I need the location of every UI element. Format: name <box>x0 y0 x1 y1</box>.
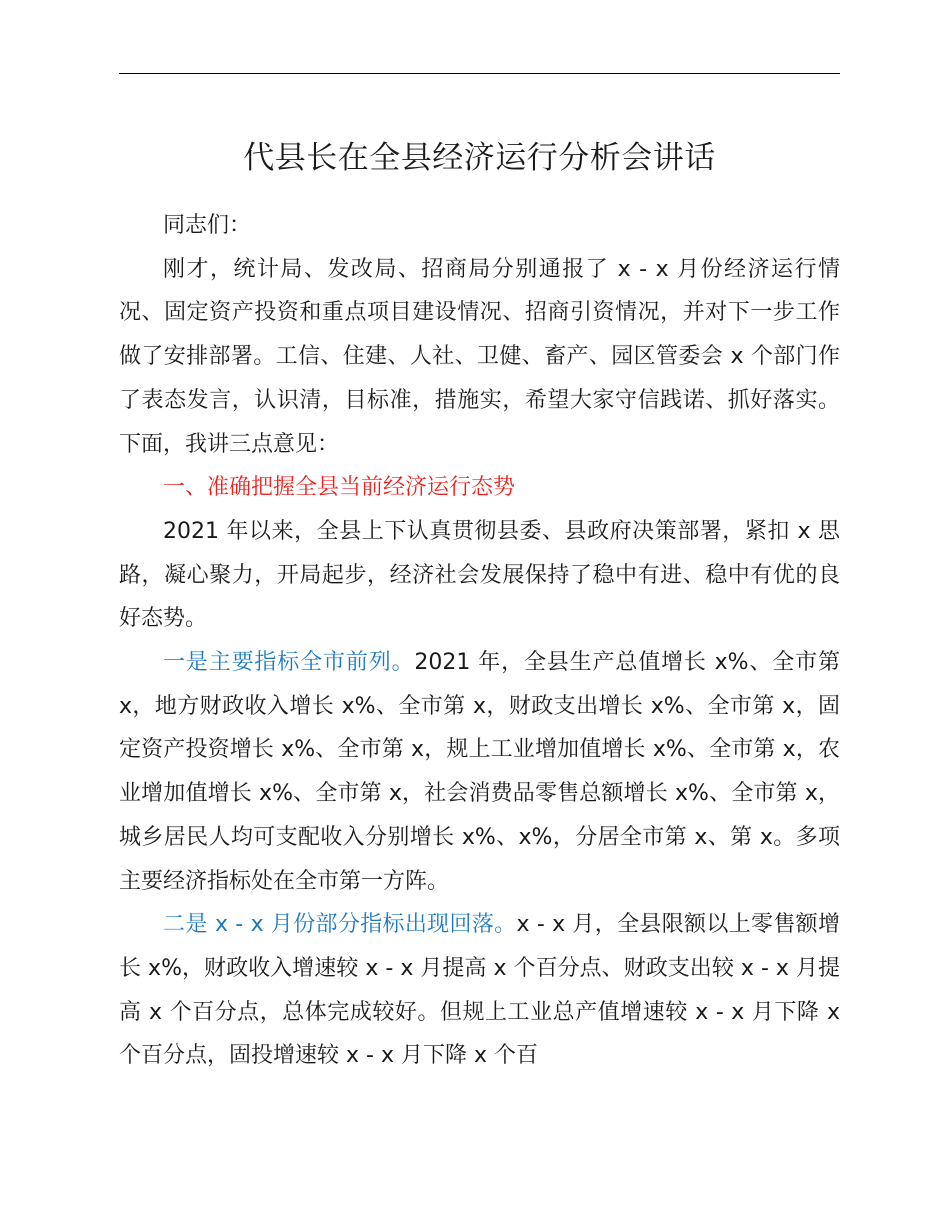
section-1-paragraph: 2021 年以来，全县上下认真贯彻县委、县政府决策部署，紧扣 x 思路，凝心聚力，开局起步，经济社会发展保持了稳中有进、稳中有优的良好态势。 <box>119 518 840 632</box>
point-2-text: x - x 月，全县限额以上零售额增长 x%，财政收入增速较 x - x 月提高 x 个百分点、财政支出较 x - x 月提高 x 个百分点，总体完成较好。但规上工业总产值增速较 x - x 月下降 x 个百分点，固投增速较 x - x 月下降 x 个百 <box>119 912 840 1069</box>
header-rule <box>119 73 840 74</box>
document-title: 代县长在全县经济运行分析会讲话 <box>243 140 716 176</box>
document-body <box>119 204 840 1078</box>
point-2-paragraph <box>119 903 840 1078</box>
point-1-paragraph <box>119 641 840 903</box>
point-1-text: 2021 年，全县生产总值增长 x%、全市第 x，地方财政收入增长 x%、全市第 x，财政支出增长 x%、全市第 x，固定资产投资增长 x%、全市第 x，规上工业增加值增长 x%、全市第 x，农业增加值增长 x%、全市第 x，社会消费品零售总额增长 x%、全市第 x，城乡居民人均可支配收入分别增长 x%、x%，分居全市第 x、第 x。多项主要经济指标处在全市第一方阵。 <box>119 650 840 894</box>
intro-paragraph: 刚才，统计局、发改局、招商局分别通报了 x - x 月份经济运行情况、固定资产投资和重点项目建设情况、招商引资情况，并对下一步工作做了安排部署。工信、住建、人社、卫健、畜产、园区管委会 x 个部门作了表态发言，认识清，目标准，措施实，希望大家守信践诺、抓好落实。下面，我讲三点意见： <box>119 256 840 457</box>
point-1-lead: 一是主要指标全市前列。 <box>163 650 415 676</box>
point-2-lead: 二是 x - x 月份部分指标出现回落。 <box>163 912 517 938</box>
section-heading-1: 一、准确把握全县当前经济运行态势 <box>163 475 516 501</box>
salutation: 同志们： <box>163 213 252 238</box>
